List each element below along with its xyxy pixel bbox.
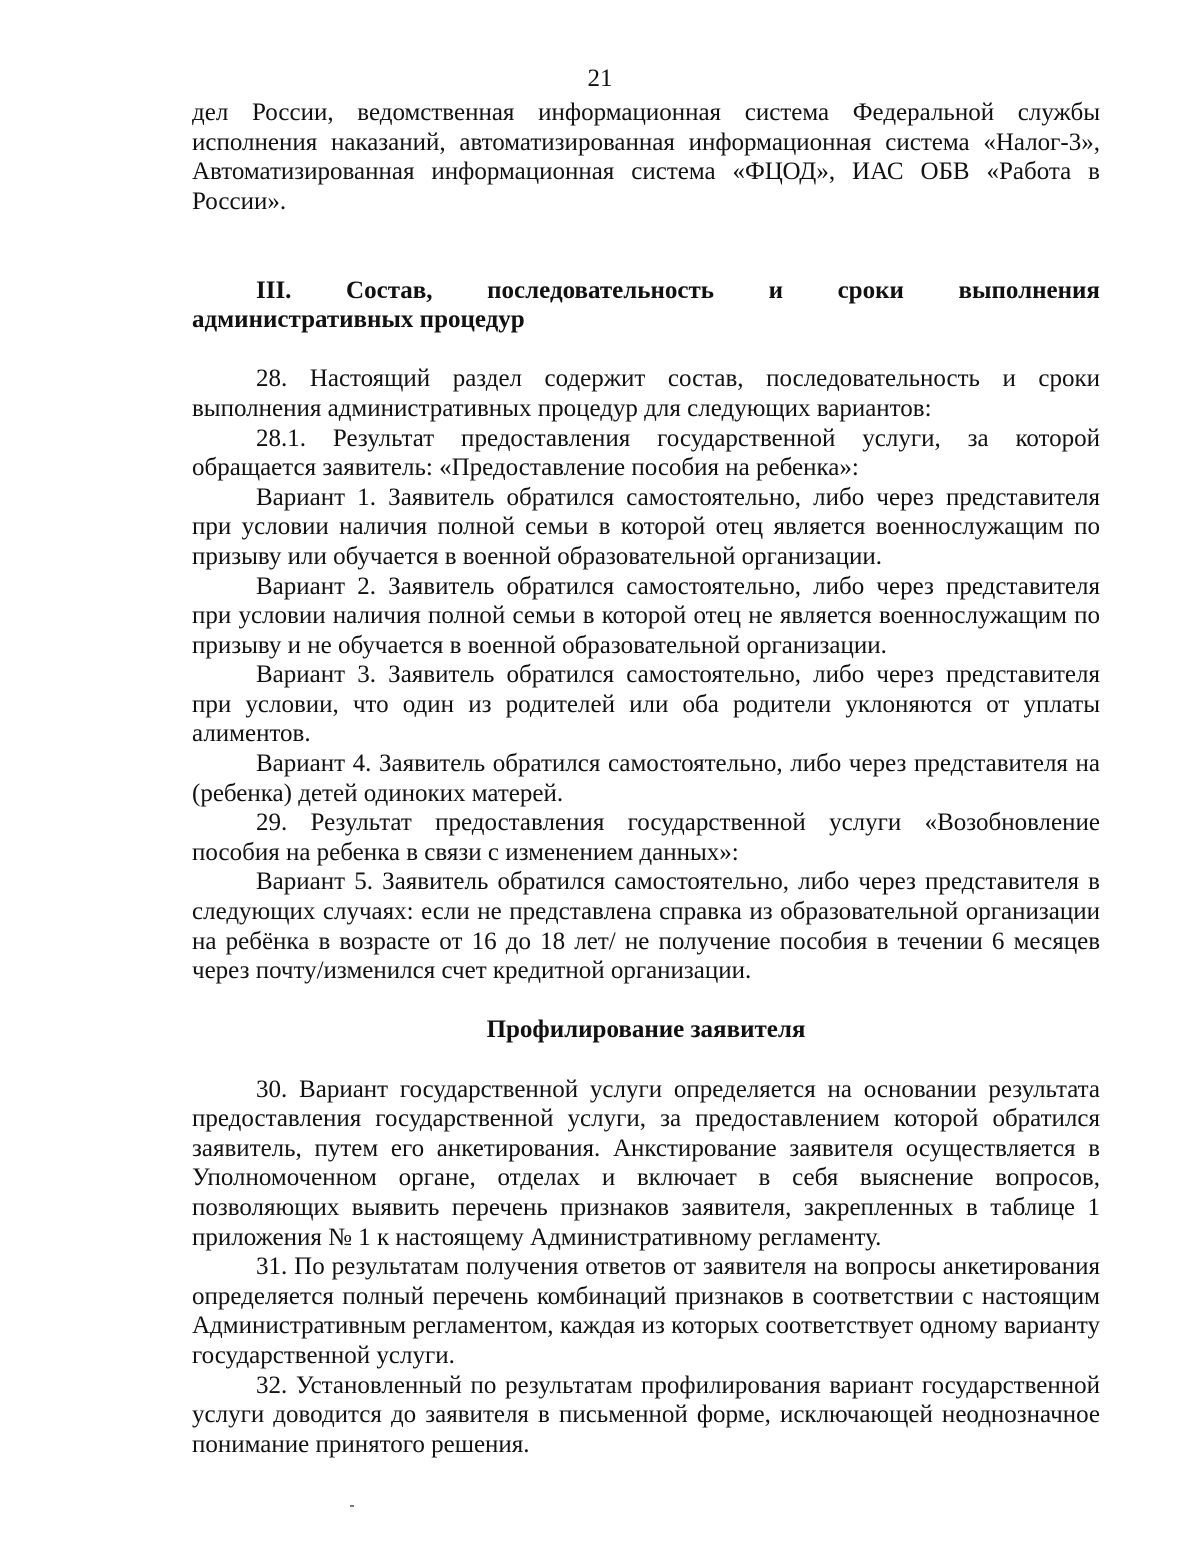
variant-4: Вариант 4. Заявитель обратился самостоятельно, либо через представителя на (ребенка) детей одиноких матерей. xyxy=(192,750,1100,807)
paragraph-28-1: 28.1. Результат предоставления государственной услуги, за которой обращается заявитель: «Предоставление пособия на ребенка»: xyxy=(192,424,1100,482)
heading-word: выполнения xyxy=(958,276,1100,304)
variant-3: Вариант 3. Заявитель обратился самостоятельно, либо через представителя при условии, что один из родителей или оба родители уклоняются от уплаты алиментов. xyxy=(192,661,1100,748)
section-heading-line1 xyxy=(192,276,1100,306)
paragraph-28: 28. Настоящий раздел содержит состав, последовательность и сроки выполнения административных процедур для следующих вариантов: xyxy=(192,365,1100,422)
heading-word: сроки xyxy=(837,276,904,304)
paragraph-30: 30. Вариант государственной услуги определяется на основании результата предоставления государственной услуги, за предоставлением которой обратился заявитель, путем его анкетирования. Анкстирование заявителя осуществляется в Уполномоченном органе, отделах и включает в себя выяснение вопросов, позволяющих выявить перечень признаков заявителя, закрепленных в таблице 1 приложения № 1 к настоящему Административному регламенту. xyxy=(192,1075,1100,1251)
heading-word: последовательность xyxy=(487,276,714,304)
spacer xyxy=(192,216,1100,246)
section-heading xyxy=(192,276,1100,335)
spacer xyxy=(192,246,1100,276)
spacer xyxy=(192,986,1100,1016)
paragraph-32: 32. Установленный по результатам профилирования вариант государственной услуги доводится до заявителя в письменной форме, исключающей неоднозначное понимание принятого решения. xyxy=(192,1371,1100,1458)
profiling-heading: Профилирование заявителя xyxy=(486,1016,806,1044)
section-heading-line2: административных процедур xyxy=(192,306,525,334)
variant-5: Вариант 5. Заявитель обратился самостоятельно, либо через представителя в следующих случаях: если не представлена справка из образовательной организации на ребёнка в возрасте от 16 до 18 лет/ не получение пособия в течении 6 месяцев через почту/изменился счет кредитной организации. xyxy=(192,868,1100,985)
section-numeral: III. xyxy=(256,276,292,304)
variant-2: Вариант 2. Заявитель обратился самостоятельно, либо через представителя при условии наличия полной семьи в которой отец не является военнослужащим по призыву и не обучается в военной образовательной организации. xyxy=(192,572,1100,659)
document-body xyxy=(192,98,1100,1459)
scan-speck xyxy=(350,1505,354,1507)
intro-paragraph: дел России, ведомственная информационная система Федеральной службы исполнения наказаний, автоматизированная информационная система «Налог-3», Автоматизированная информационная система «ФЦОД», ИАС ОБВ «Работа в России». xyxy=(192,99,1100,215)
paragraph-31: 31. По результатам получения ответов от заявителя на вопросы анкетирования определяется полный перечень комбинаций признаков в соответствии с настоящим Административным регламентом, каждая из которых соответствует одному варианту государственной услуги. xyxy=(192,1253,1100,1369)
heading-word: Состав, xyxy=(346,276,433,304)
heading-word: и xyxy=(768,276,783,304)
variant-1: Вариант 1. Заявитель обратился самостоятельно, либо через представителя при условии наличия полной семьи в которой отец является военнослужащим по призыву или обучается в военной образовательной организации. xyxy=(192,483,1100,570)
spacer xyxy=(192,1045,1100,1075)
page-number: 21 xyxy=(587,65,613,92)
paragraph-29: 29. Результат предоставления государственной услуги «Возобновление пособия на ребенка в связи с изменением данных»: xyxy=(192,809,1100,866)
spacer xyxy=(192,335,1100,365)
